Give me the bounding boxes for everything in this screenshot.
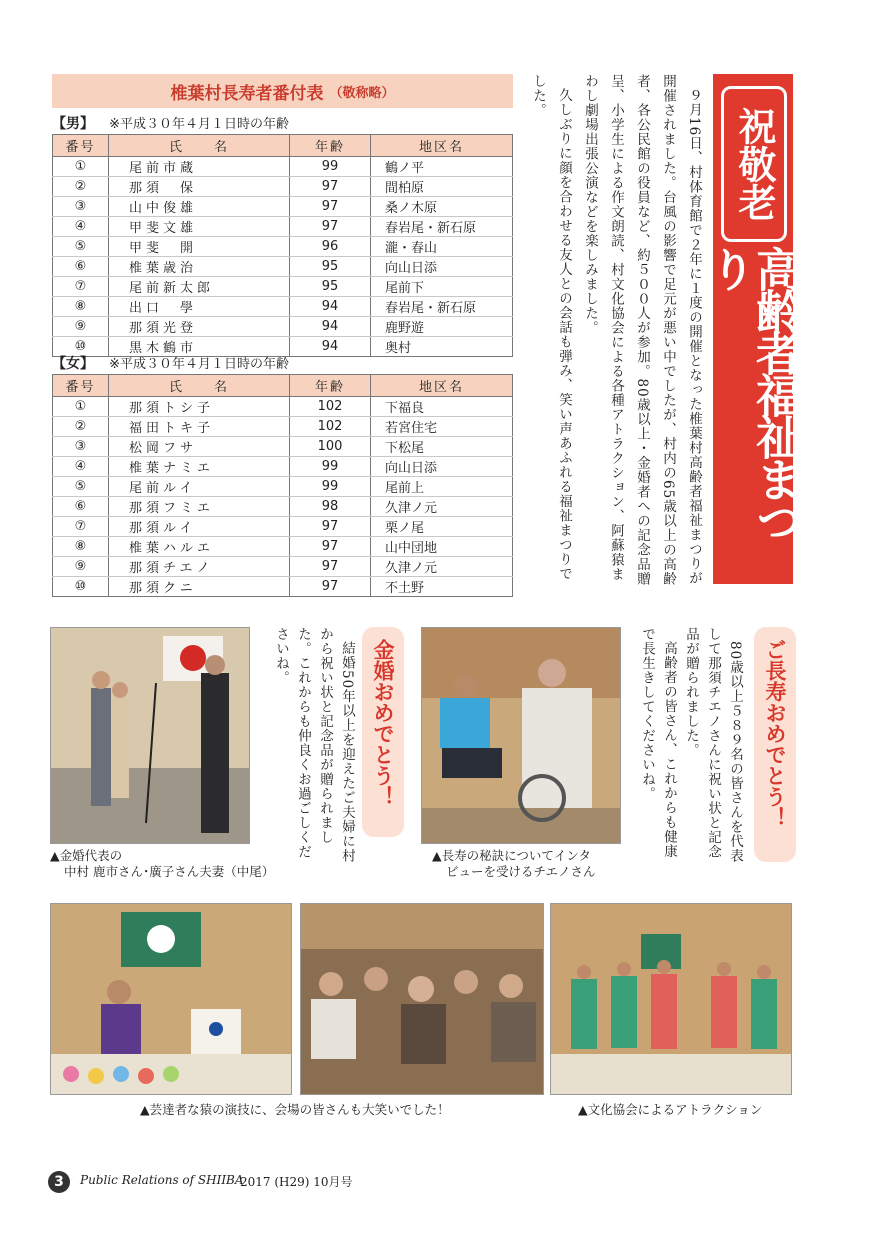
cell-age: 97 <box>290 177 371 197</box>
cell-number: ④ <box>53 217 109 237</box>
cell-number: ⑤ <box>53 237 109 257</box>
table-row <box>53 157 513 177</box>
cell-number: ① <box>53 157 109 177</box>
female-note: ※平成３０年４月１日時の年齢 <box>109 357 289 372</box>
cultural-attraction-photo <box>550 903 792 1095</box>
cell-number: ⑥ <box>53 497 109 517</box>
longevity-interview-photo <box>421 627 621 844</box>
female-label: 【女】 <box>52 356 94 372</box>
cell-district: 向山日添 <box>371 457 513 477</box>
cell-name: 那須チエノ <box>109 557 290 577</box>
cell-district: 久津ノ元 <box>371 497 513 517</box>
longevity-caption-line-2: ビューを受けるチエノさん <box>446 864 596 879</box>
table-row <box>53 237 513 257</box>
golden-wedding-caption-line-2: 中村 鹿市さん･廣子さん夫妻（中尾） <box>64 864 275 879</box>
celebration-badge <box>721 86 787 242</box>
female-section-label <box>52 353 289 373</box>
cell-age: 97 <box>290 217 371 237</box>
header-name: 氏 名 <box>109 375 290 397</box>
cell-district: 桑ノ木原 <box>371 197 513 217</box>
longevity-paragraph-2: 高齢者の皆さん、これからも健康で長生きしてくださいね。 <box>639 627 677 858</box>
headline-title: 高齢者福祉まつり <box>703 246 803 540</box>
cell-district: 間柏原 <box>371 177 513 197</box>
cell-age: 95 <box>290 257 371 277</box>
cell-name: 那須トシ子 <box>109 397 290 417</box>
article-paragraph-2: 久しぶりに顔を合わせる友人との会話も弾み、笑い声あふれる福祉まつりでした。 <box>530 74 572 581</box>
headline-title-box <box>703 246 803 576</box>
longevity-paragraph-1: 80歳以上５８９名の皆さんを代表して那須チエノさんに祝い状と記念品が贈られました。 <box>683 627 743 863</box>
cell-age: 99 <box>290 457 371 477</box>
cell-age: 98 <box>290 497 371 517</box>
cell-name: 甲斐 開 <box>109 237 290 257</box>
header-age: 年齢 <box>290 375 371 397</box>
cell-number: ⑥ <box>53 257 109 277</box>
header-age: 年齢 <box>290 135 371 157</box>
cell-name: 那須ルイ <box>109 517 290 537</box>
cell-name: 椎葉ナミエ <box>109 457 290 477</box>
longevity-caption-line-1: ▲長寿の秘訣についてインタ <box>432 848 591 863</box>
cell-number: ⑧ <box>53 537 109 557</box>
golden-wedding-badge-text: 金婚おめでとう！ <box>371 639 396 807</box>
ranking-title: 椎葉村長寿者番付表 <box>170 83 324 104</box>
female-ranking-table <box>52 374 513 597</box>
header-name: 氏 名 <box>109 135 290 157</box>
cell-number: ③ <box>53 437 109 457</box>
table-row <box>53 257 513 277</box>
cell-number: ④ <box>53 457 109 477</box>
headline-banner <box>703 74 803 584</box>
table-row <box>53 177 513 197</box>
cell-district: 春岩尾・新石原 <box>371 217 513 237</box>
article-paragraph-1: ９月16日、村体育館で２年に１度の開催となった椎葉村高齢者福祉まつりが開催されました。台風の影響で足元が悪い中でしたが、村内の65歳以上の高齢者、各公民館の役員など、約５００人が参加。80歳以上・金婚者への記念品贈呈、小学生による作文朗読、村文化協会による各種アトラクション、阿蘇猿まわし劇場出張公演などを楽しみました。 <box>582 74 702 587</box>
ranking-title-bar <box>52 74 513 108</box>
page-number: 3 <box>48 1171 70 1193</box>
cell-district: 鶴ノ平 <box>371 157 513 177</box>
audience-laughing-photo <box>300 903 544 1095</box>
cell-name: 松岡フサ <box>109 437 290 457</box>
cell-district: 下福良 <box>371 397 513 417</box>
cell-age: 102 <box>290 417 371 437</box>
cell-district: 久津ノ元 <box>371 557 513 577</box>
cell-name: 山中俊雄 <box>109 197 290 217</box>
cell-number: ⑩ <box>53 337 109 357</box>
cell-age: 102 <box>290 397 371 417</box>
cell-age: 99 <box>290 157 371 177</box>
cell-district: 奥村 <box>371 337 513 357</box>
publication-title: Public Relations of SHIIBA <box>80 1173 244 1187</box>
cell-number: ⑩ <box>53 577 109 597</box>
cell-name: 那須光登 <box>109 317 290 337</box>
table-row <box>53 477 513 497</box>
cell-age: 94 <box>290 337 371 357</box>
table-row <box>53 437 513 457</box>
cell-age: 97 <box>290 537 371 557</box>
golden-wedding-caption-line-1: ▲金婚代表の <box>50 848 123 863</box>
header-district: 地区名 <box>371 375 513 397</box>
table-row <box>53 557 513 577</box>
cell-name: 那須 保 <box>109 177 290 197</box>
longevity-caption <box>432 848 632 880</box>
cell-age: 94 <box>290 297 371 317</box>
celebration-badge-text: 祝敬老 <box>732 107 777 221</box>
cell-name: 那須フミエ <box>109 497 290 517</box>
cell-age: 96 <box>290 237 371 257</box>
cell-age: 94 <box>290 317 371 337</box>
cell-number: ⑤ <box>53 477 109 497</box>
table-row <box>53 317 513 337</box>
cell-number: ① <box>53 397 109 417</box>
cell-district: 鹿野遊 <box>371 317 513 337</box>
cell-age: 97 <box>290 197 371 217</box>
table-row <box>53 277 513 297</box>
table-row <box>53 417 513 437</box>
male-ranking-table <box>52 134 513 357</box>
cell-district: 向山日添 <box>371 257 513 277</box>
cell-name: 那須クニ <box>109 577 290 597</box>
table-row <box>53 457 513 477</box>
cell-number: ② <box>53 417 109 437</box>
cell-name: 椎葉ハルエ <box>109 537 290 557</box>
table-row <box>53 397 513 417</box>
cell-number: ② <box>53 177 109 197</box>
table-row <box>53 197 513 217</box>
male-label: 【男】 <box>52 116 94 132</box>
cell-name: 甲斐文雄 <box>109 217 290 237</box>
cell-number: ③ <box>53 197 109 217</box>
cell-name: 尾前新太郎 <box>109 277 290 297</box>
header-number: 番号 <box>53 135 109 157</box>
longevity-text <box>628 627 746 867</box>
cell-name: 尾前市蔵 <box>109 157 290 177</box>
article-body <box>530 74 707 594</box>
ranking-title-note: （敬称略） <box>329 85 395 101</box>
golden-wedding-paragraph: 結婚50年以上を迎えたご夫婦に村から祝い状と記念品が贈られました。これからも仲良くお過ごしくださいね。 <box>273 627 355 863</box>
cell-number: ⑧ <box>53 297 109 317</box>
longevity-badge-text: ご長寿おめでとう！ <box>763 639 788 828</box>
monkey-performance-photo <box>50 903 292 1095</box>
male-section-label <box>52 113 289 133</box>
cell-district: 春岩尾・新石原 <box>371 297 513 317</box>
header-district: 地区名 <box>371 135 513 157</box>
cell-name: 椎葉歳治 <box>109 257 290 277</box>
cell-district: 不土野 <box>371 577 513 597</box>
cell-number: ⑨ <box>53 317 109 337</box>
golden-wedding-text <box>254 627 358 867</box>
cell-district: 下松尾 <box>371 437 513 457</box>
cell-district: 尾前下 <box>371 277 513 297</box>
table-row <box>53 217 513 237</box>
longevity-badge <box>754 627 796 862</box>
table-row <box>53 537 513 557</box>
cell-district: 尾前上 <box>371 477 513 497</box>
cell-number: ⑨ <box>53 557 109 577</box>
issue-date: 2017 (H29) 10月号 <box>240 1175 353 1189</box>
cell-district: 栗ノ尾 <box>371 517 513 537</box>
table-row <box>53 297 513 317</box>
cell-number: ⑦ <box>53 517 109 537</box>
attraction-caption: ▲文化協会によるアトラクション <box>578 1102 763 1117</box>
table-row <box>53 497 513 517</box>
cell-name: 尾前ルイ <box>109 477 290 497</box>
cell-name: 福田トキ子 <box>109 417 290 437</box>
golden-wedding-badge <box>362 627 404 837</box>
header-number: 番号 <box>53 375 109 397</box>
table-row <box>53 577 513 597</box>
golden-wedding-photo <box>50 627 250 844</box>
monkey-caption: ▲芸達者な猿の演技に、会場の皆さんも大笑いでした！ <box>140 1102 450 1117</box>
cell-age: 97 <box>290 557 371 577</box>
cell-name: 出口 學 <box>109 297 290 317</box>
table-row <box>53 517 513 537</box>
cell-number: ⑦ <box>53 277 109 297</box>
cell-district: 瀧・春山 <box>371 237 513 257</box>
cell-age: 97 <box>290 577 371 597</box>
cell-district: 若宮住宅 <box>371 417 513 437</box>
cell-age: 100 <box>290 437 371 457</box>
cell-name: 黒木鶴市 <box>109 337 290 357</box>
male-note: ※平成３０年４月１日時の年齢 <box>109 117 289 132</box>
cell-district: 山中団地 <box>371 537 513 557</box>
cell-age: 97 <box>290 517 371 537</box>
cell-age: 99 <box>290 477 371 497</box>
cell-age: 95 <box>290 277 371 297</box>
